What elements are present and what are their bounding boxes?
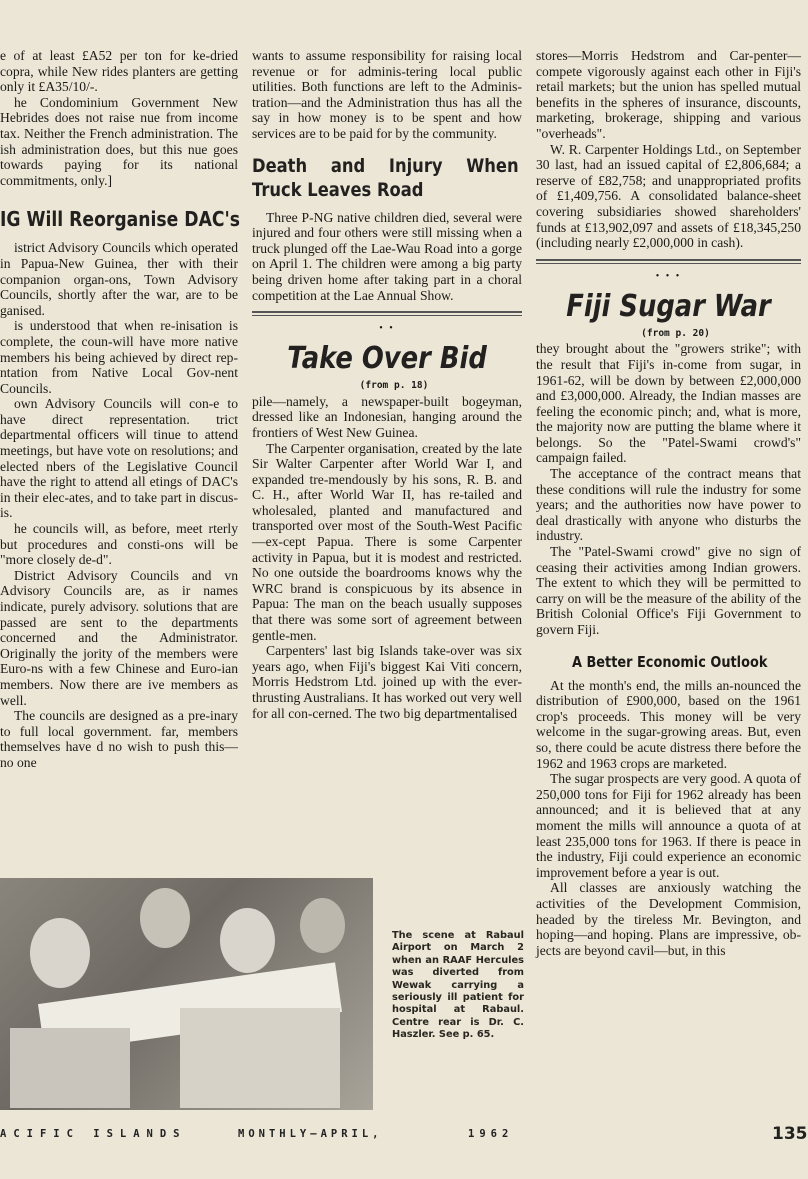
ornament: • • • — [655, 270, 682, 282]
page-footer — [0, 1124, 808, 1150]
column-3 — [536, 48, 801, 958]
headline-take-over-bid: Take Over Bid — [287, 341, 487, 377]
column-1 — [0, 48, 241, 771]
headline-truck: Death and Injury When Truck Leaves Road — [252, 154, 519, 201]
paragraph: W. R. Carpenter Holdings Ltd., on September 30 last, had an issued capital of £2,806,684; a reserve of £82,758; and unappropriated profits of £1,409,756. A consolidated balance-sheet covering subsidiaries showed shareholders' funds at £13,902,097 and assets of £18,345,250 (including nearly £2,000,000 in cash). — [536, 141, 801, 251]
paragraph: The sugar prospects are very good. A quota of 250,000 tons for Fiji for 1962 already has been announced; and it is believed that at any moment the mills will announce a quota of at least 235,000 tons for 1963. If there is peace in the industry, Fiji could experience an economic improvement before a year is out. — [536, 771, 801, 880]
paragraph: istrict Advisory Councils which operated in Papua-New Guinea, ther with their companion organ-ons, Town Advisory Councils, shortly after the war, are to be ganised. — [0, 240, 238, 318]
footer-publication: ACIFIC ISLANDS — [0, 1128, 187, 1140]
paragraph: District Advisory Councils and vn Advisory Councils are, as ir names indicate, purely advisory. solutions that are passed are sent to the departments concerned and the Administrator. Originally the jority of the members were Euro-ns with a few Chinese and Euro-ian members. Now there are ive members as well. — [0, 567, 238, 708]
photo-caption: The scene at Rabaul Airport on March 2 when an RAAF Hercules was diverted from Wewak carrying a seriously ill patient for hospital at Rabaul. Centre rear is Dr. C. Haszler. See p. 65. — [392, 930, 524, 1041]
jump-reference: (from p. 18) — [359, 380, 429, 392]
paragraph: The acceptance of the contract means that these conditions will rule the industry for some years; and the authorities now have power to deal drastically with anyone who disturbs the industry. — [536, 466, 801, 544]
paragraph: they brought about the "growers strike"; with the result that Fiji's in-come from sugar, in 1961-62, will be down by between £2,000,000 and £3,000,000. Already, the Indian masses are feeling the economic pinch; and, what is more, the majority now are putting the blame where it belongs. So the "Patel-Swami crowd's" campaign failed. — [536, 341, 801, 466]
paragraph: he councils will, as before, meet rterly but procedures and consti-ons will be "more closely de-d". — [0, 521, 238, 568]
airport-photo — [0, 878, 373, 1110]
headline-fiji-sugar-war: Fiji Sugar War — [566, 288, 771, 324]
paragraph: own Advisory Councils will con-e to have direct representation. trict departmental officers will tinue to attend meetings, but have vote on resolutions; and elected nbers of the Legislative Council have the right to attend all etings of DAC's in their elec-ates, and to take part in discus-is. — [0, 396, 238, 521]
paragraph: At the month's end, the mills an-nounced the distribution of £900,000, based on the 1961 crop's proceeds. This money will be very welcome in the sugar-growing areas. But, even so, there could be acute distress there before the 1962 and 1963 crops are marketed. — [536, 677, 801, 771]
paragraph: All classes are anxiously watching the activities of the Development Commision, headed by the tireless Mr. Bevington, and hoping—and hoping. Plans are impressive, ob-jects are beyond cavil—but, in this — [536, 880, 801, 958]
paragraph: Carpenters' last big Islands take-over was six years ago, when Fiji's biggest Kai Viti concern, Morris Hedstrom Ltd. joined up with the ever-thrusting Australians. It has worked out very well for all con-cerned. The two big departmentalised — [252, 643, 522, 721]
divider — [536, 259, 801, 264]
headline-dacs: IG Will Reorganise DAC's — [0, 207, 241, 232]
jump-reference: (from p. 20) — [641, 327, 710, 339]
paragraph: is understood that when re-inisation is complete, the coun-will have more native members his being achieved by direct rep-ntation from Native Local Gov-nent Councils. — [0, 318, 238, 396]
column-2 — [252, 48, 522, 721]
paragraph: wants to assume responsibility for raising local revenue or for adminis-tering local public utilities. Both functions are left to the Adminis-tration—and the Administration thus has all the say in how money is to be spent and how services are to be paid for by the community. — [252, 48, 522, 141]
footer-issue: MONTHLY—APRIL, — [238, 1128, 383, 1140]
page-number: 135 — [772, 1124, 808, 1144]
paragraph: e of at least £A52 per ton for ke-dried copra, while New rides planters are getting only it £A35/10/-. — [0, 48, 238, 95]
paragraph: he Condominium Government New Hebrides does not raise nue from income tax. Neither the French administration. The ish administration does, but this nue goes towards paying for its national commitments, only.] — [0, 94, 238, 188]
paragraph: The Carpenter organisation, created by the late Sir Walter Carpenter after World War I, and expanded tre-mendously by his sons, R. B. and C. H., after World War II, has re-tailed and wholesaled, planted and manufactured and transported over most of the South-West Pacific—ex-cept Papua. There is some Carpenter activity in Papua, but it is modest and restricted. No one outside the boardrooms knows why the WRC brand is conspicuous by its absence in Papua: The man on the beach usually supposes that there was some sort of agreement between gentle-men. — [252, 440, 522, 643]
paragraph: The "Patel-Swami crowd" give no sign of ceasing their activities among Indian growers. The extent to which they will be permitted to carry on will be the measure of the ability of the British Colonial Office's Fiji Government to govern Fiji. — [536, 544, 801, 637]
paragraph: The councils are designed as a pre-inary to full local government. far, members themselves have d no wish to push this—no one — [0, 708, 238, 770]
paragraph: pile—namely, a newspaper-built bogeyman, dressed like an Indonesian, hanging around the frontiers of West New Guinea. — [252, 393, 522, 440]
divider — [252, 311, 522, 316]
paragraph: Three P-NG native children died, several were injured and four others were still missing when a truck plunged off the Lae-Wau Road into a gorge on April 1. The children were among a big party being driven home after taking part in a choral competition at the Lae Annual Show. — [252, 209, 522, 303]
paragraph: stores—Morris Hedstrom and Car-penter—compete vigorously against each other in Fiji's retail markets; but the union has spelled mutual benefits in the spheres of insurance, discounts, marketing, brokerage, shipping and various "overheads". — [536, 48, 801, 141]
subheading: A Better Economic Outlook — [572, 652, 768, 671]
footer-year: 1962 — [468, 1128, 514, 1140]
ornament: • • — [379, 323, 395, 335]
